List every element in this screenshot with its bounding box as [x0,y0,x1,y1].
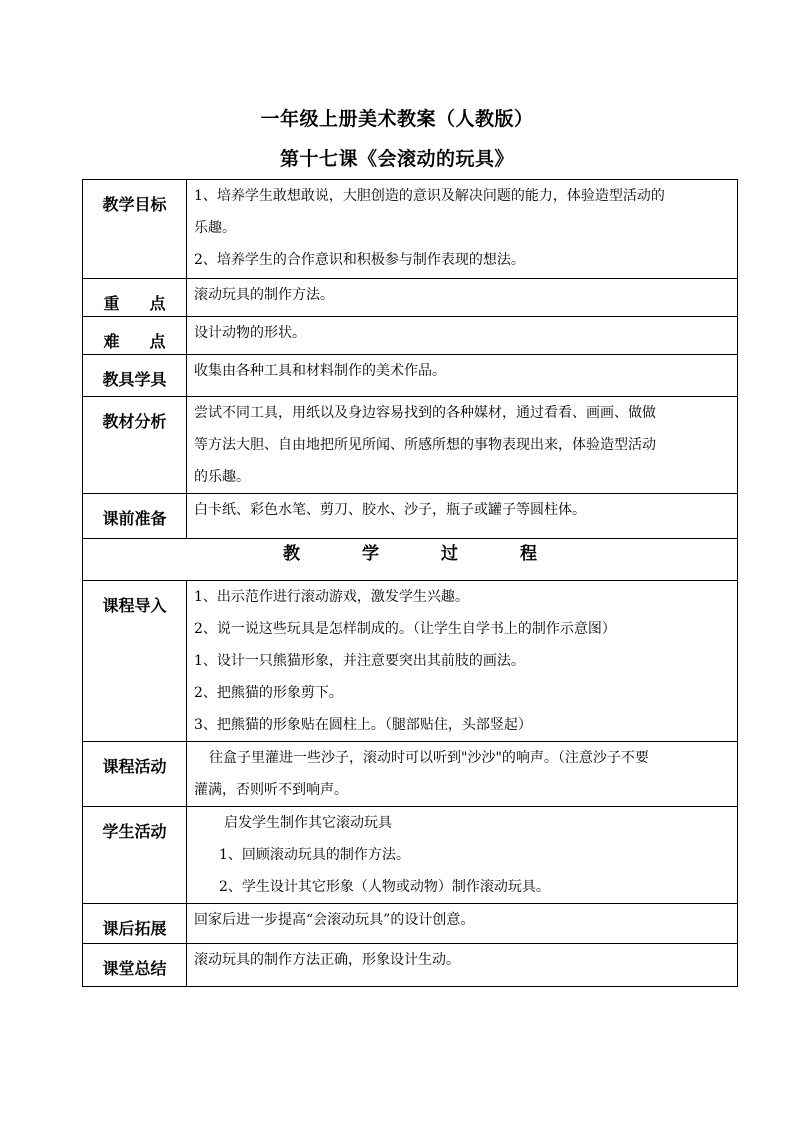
row-label: 教材分析 [102,412,167,431]
content-cell [187,279,738,317]
row-key-point [83,279,738,317]
row-extension [83,904,738,944]
content-line: 2、把熊猫的形象剪下。 [194,685,343,701]
row-label: 课程导入 [102,596,167,615]
document-title: 一年级上册美术教案（人教版） [260,108,534,130]
content-line: 滚动玩具的制作方法正确，形象设计生动。 [194,952,460,968]
content-cell [187,742,738,807]
content-cell [187,581,738,742]
content-cell [187,397,738,494]
content-cell [187,807,738,904]
row-label: 课程活动 [102,757,167,776]
label-cell [83,807,187,904]
row-objectives [83,180,738,279]
content-cell [187,355,738,397]
content-line: 2、学生设计其它形象（人物或动物）制作滚动玩具。 [219,879,550,895]
content-line: 1、回顾滚动玩具的制作方法。 [219,847,410,863]
label-cell [83,279,196,317]
content-line: 2、培养学生的合作意识和积极参与制作表现的想法。 [194,252,525,268]
row-label: 教具学具 [102,370,167,389]
content-line: 1、培养学生敢想敢说，大胆创造的意识及解决问题的能力，体验造型活动的 [194,188,665,204]
content-line: 尝试不同工具，用纸以及身边容易找到的各种媒材，通过看看、画画、做做 [194,405,656,421]
content-line: 乐趣。 [194,220,236,236]
row-label: 教学目标 [102,195,167,214]
section-header-cell [83,539,738,581]
content-line: 1、设计一只熊猫形象，并注意要突出其前肢的画法。 [194,653,525,669]
section-heading: 教学过程 [283,544,599,564]
row-student-activity [83,807,738,904]
content-line: 滚动玩具的制作方法。 [194,287,334,303]
content-line: 启发学生制作其它滚动玩具 [224,815,392,831]
row-process-header [83,539,738,581]
content-line: 白卡纸、彩色水笔、剪刀、胶水、沙子，瓶子或罐子等圆柱体。 [194,502,586,518]
row-label: 课前准备 [102,509,167,528]
row-summary [83,944,738,987]
content-line: 往盒子里灌进一些沙子，滚动时可以听到"沙沙"的响声。（注意沙子不要 [209,750,649,766]
label-cell [83,180,187,279]
row-label: 重点 [103,294,196,313]
label-cell [83,944,187,987]
content-line: 设计动物的形状。 [194,325,306,341]
label-cell [83,355,187,397]
row-teaching-aids [83,355,738,397]
content-line: 1、出示范作进行滚动游戏，激发学生兴趣。 [194,589,469,605]
content-cell [187,317,738,355]
label-cell [83,581,187,742]
row-label: 学生活动 [102,822,167,841]
content-line: 3、把熊猫的形象贴在圆柱上。（腿部贴住，头部竖起） [194,717,532,733]
lesson-title: 第十七课《会滚动的玩具》 [279,148,514,170]
lesson-plan-table [82,179,738,987]
row-difficulty [83,317,738,355]
row-label: 难点 [103,332,196,351]
content-cell [187,180,738,279]
content-line: 2、说一说这些玩具是怎样制成的。（让学生自学书上的制作示意图） [194,621,616,637]
content-line: 等方法大胆、自由地把所见所闻、所感所想的事物表现出来，体验造型活动 [194,437,656,453]
content-line: 回家后进一步提高“会滚动玩具”的设计创意。 [194,912,475,928]
row-preparation [83,494,738,539]
label-cell [83,317,196,355]
content-line: 收集由各种工具和材料制作的美术作品。 [194,363,446,379]
content-cell [187,944,738,987]
content-cell [187,494,738,539]
row-introduction [83,581,738,742]
label-cell [83,494,187,539]
label-cell [83,904,187,944]
row-activity [83,742,738,807]
row-label: 课堂总结 [102,959,167,978]
label-cell [83,397,187,494]
content-line: 灌满，否则听不到响声。 [194,782,348,798]
content-cell [187,904,738,944]
content-line: 的乐趣。 [194,469,250,485]
row-material-analysis [83,397,738,494]
row-label: 课后拓展 [102,919,167,938]
label-cell [83,742,187,807]
